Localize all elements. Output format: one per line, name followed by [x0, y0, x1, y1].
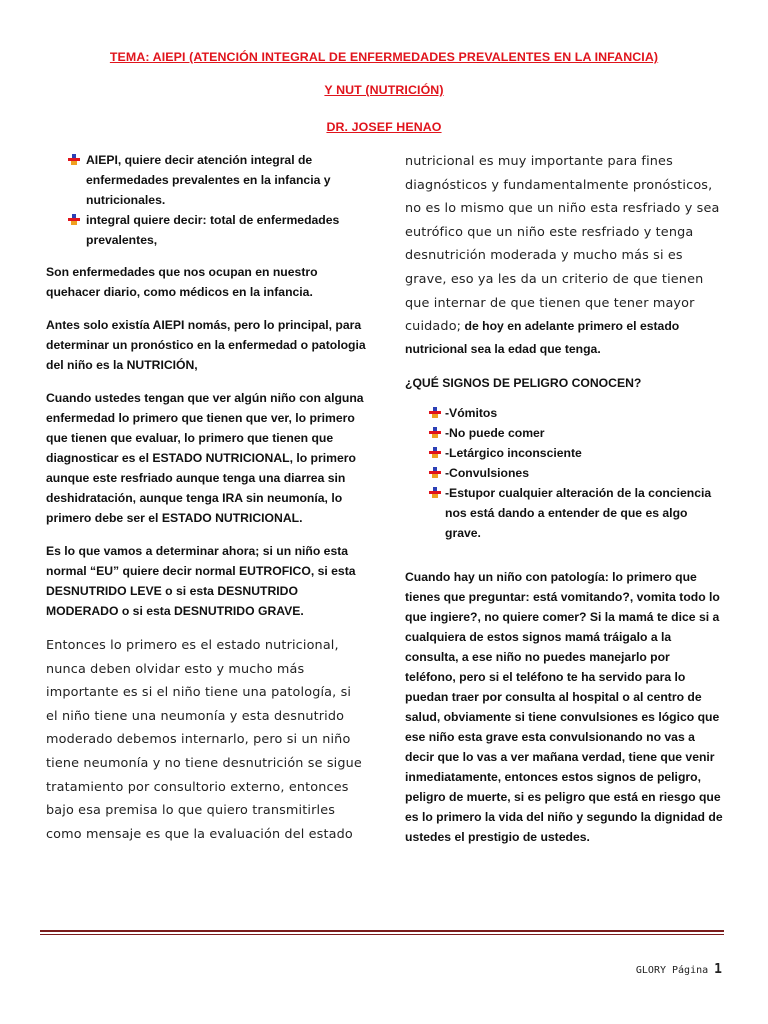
bullet-text: AIEPI, quiere decir atención integral de enfermedades prevalentes en la infancia y nutricionales. — [86, 153, 331, 207]
list-item — [405, 443, 723, 463]
paragraph-text: . — [299, 511, 303, 525]
paragraph-text: o si esta — [161, 584, 218, 598]
paragraph-continued — [405, 150, 723, 359]
bullet-text: integral quiere decir: total de enfermedades prevalentes, — [86, 213, 340, 247]
list-item — [405, 423, 723, 443]
paragraph-3 — [46, 388, 366, 528]
sign-text: -No puede comer — [445, 425, 545, 440]
sign-text: -Vómitos — [445, 405, 498, 420]
footer-divider — [40, 930, 724, 932]
bullet-icon — [429, 427, 441, 438]
paragraph-6: Cuando hay un niño con patología: lo primero que tienes que preguntar: está vomitando?, vomita todo lo que ingiere?, no quiere comer? Si la mamá te dice si a cualquiera de estos signos mamá tráigalo a la consulta, a ese niño no puedes manejarlo por teléfono, pero si el teléfono te ha servido para lo puedan traer por consulta al hospital o al centro de salud, obviamente si tiene convulsiones es lógico que ese niño esta grave esta convulsionando no vas a decir que lo vas a ver mañana verdad, tiene que venir inmediatamente, entonces estos signos de peligro, peligro de muerte, si es peligro que está en riesgo que es lo primero la vida del niño y segundo la dignidad de ustedes el prestigio de ustedes. — [405, 569, 723, 844]
emphasis-text: DESNUTRIDO MODERADO — [46, 584, 298, 618]
paragraph-text: nutricional es muy importante para fines diagnósticos y fundamentalmente pronósticos, no es lo mismo que un niño esta resfriado y sea eutrófico que un niño este resfriado y tenga desnutrición moderada y mucho más si es grave, eso ya les da un criterio de que tienen que internar de que tienen que tener mayor cuidado; — [405, 154, 720, 335]
list-item — [46, 150, 366, 210]
page-footer — [636, 962, 722, 977]
paragraph-text: Antes solo existía AIEPI nomás, pero lo principal, para determinar un pronóstico en la enfermedad o patologia del niño es la — [46, 318, 366, 372]
document-subtitle: Y NUT (NUTRICIÓN) — [324, 83, 444, 97]
paragraph-text: Son enfermedades que nos ocupan en nuestro quehacer diario, como médicos en la infancia. — [46, 265, 318, 299]
emphasis-text: DESNUTRIDO LEVE — [46, 584, 162, 598]
intro-bullet-list — [46, 150, 366, 250]
emphasis-text: ESTADO NUTRICIONAL — [161, 511, 300, 525]
page-number: 1 — [714, 962, 722, 977]
bullet-icon — [429, 407, 441, 418]
emphasis-text: ESTADO NUTRICIONAL — [152, 451, 290, 465]
bullet-icon — [429, 447, 441, 458]
bullet-icon — [68, 214, 80, 225]
paragraph-text: , lo primero aunque este resfriado aunque tenga una diarrea sin deshidratación, aunque tenga IRA sin neumonía, lo primero debe ser el — [46, 451, 356, 525]
paragraph-2 — [46, 315, 366, 375]
right-column — [405, 150, 723, 860]
paragraph-text: , si esta — [310, 564, 356, 578]
document-title: TEMA: AIEPI (ATENCIÓN INTEGRAL DE ENFERMEDADES PREVALENTES EN LA INFANCIA) — [109, 50, 659, 64]
paragraph-5: Entonces lo primero es el estado nutricional, nunca deben olvidar esto y mucho más importante es si el niño tiene una patología, si el niño tiene una neumonía y esta desnutrido moderado debemos internarlo, pero si un niño tiene neumonía y no tiene desnutrición se sigue tratamiento por consultorio externo, entonces bajo esa premisa lo que quiero transmitirles como mensaje es que la evaluación del estado — [46, 638, 362, 842]
danger-signs-list — [405, 403, 723, 543]
left-column — [46, 150, 366, 859]
list-item — [46, 210, 366, 250]
footer-label: GLORY Página — [635, 965, 715, 976]
bullet-icon — [429, 487, 441, 498]
bullet-icon — [429, 467, 441, 478]
paragraph-text: Cuando ustedes tengan que ver algún niño con alguna enfermedad lo primero que tienen que ver, lo primero que tienen que evaluar, lo primero que tienen que diagnosticar es el — [46, 391, 364, 465]
paragraph-text: Es lo que vamos a determinar ahora; si un niño esta normal “EU” quiere decir normal — [46, 544, 349, 578]
list-item — [405, 463, 723, 483]
paragraph-4 — [46, 541, 366, 621]
sign-text: -Letárgico inconsciente — [445, 445, 582, 460]
emphasis-text: NUTRICIÓN, — [126, 358, 198, 372]
footer-divider-thin — [40, 934, 724, 935]
paragraph-text: o si esta — [118, 604, 174, 618]
emphasis-text: EUTROFICO — [239, 564, 311, 578]
paragraph-text: de hoy en adelante primero el estado nutricional sea la edad que tenga. — [405, 319, 680, 356]
signs-heading: ¿QUÉ SIGNOS DE PELIGRO CONOCEN? — [405, 375, 642, 390]
paragraph-1 — [46, 262, 366, 302]
list-item — [405, 483, 723, 543]
document-author: DR. JOSEF HENAO — [326, 120, 442, 134]
sign-text: -Estupor cualquier alteración de la conciencia nos está dando a entender de que es algo grave. — [445, 485, 712, 540]
emphasis-text: DESNUTRIDO GRAVE. — [174, 604, 304, 618]
bullet-icon — [68, 154, 80, 165]
list-item — [405, 403, 723, 423]
sign-text: -Convulsiones — [445, 465, 529, 480]
